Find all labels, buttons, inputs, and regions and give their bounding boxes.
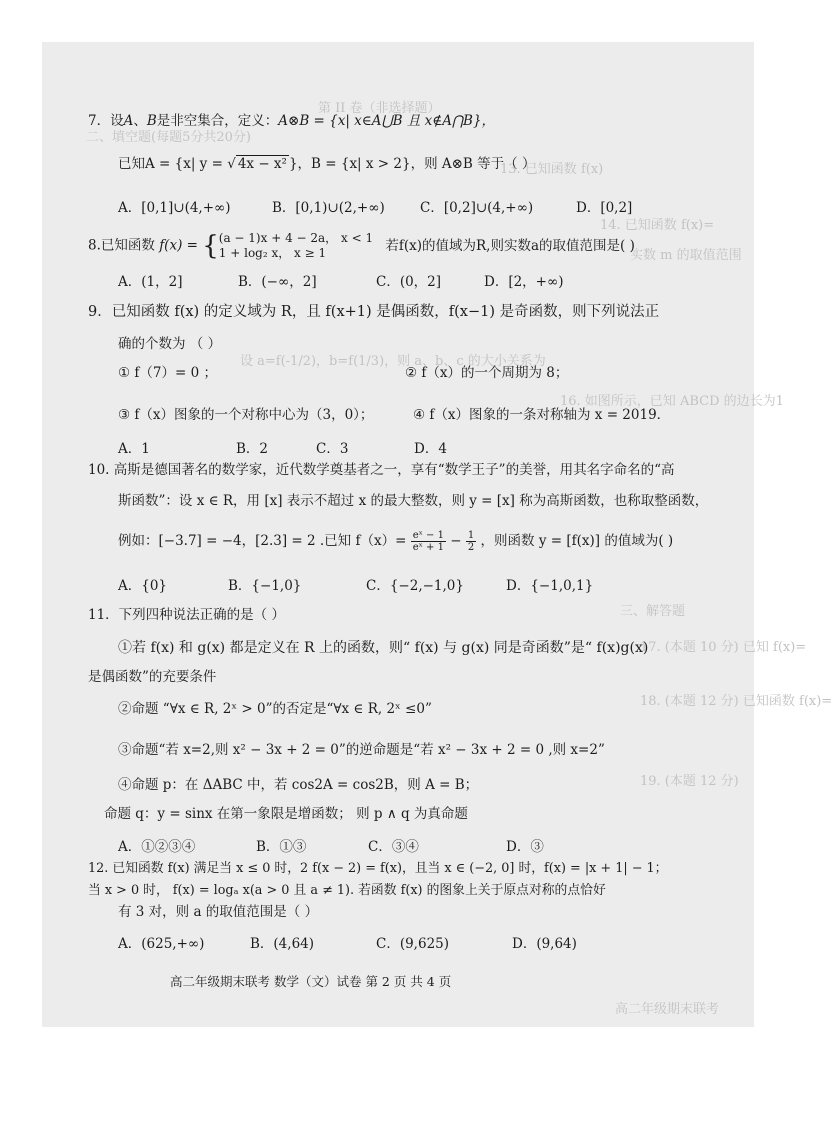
q10-option-d[interactable]: D．{−1,0,1} [506, 578, 594, 594]
bleed-section-title: 第 II 卷（非选择题） [318, 101, 441, 116]
q11-statement-4: ④命题 p：在 ΔABC 中，若 cos2A = cos2B，则 A = B； [118, 777, 479, 793]
bleed-heading3: 三、解答题 [620, 604, 686, 619]
q11-option-a[interactable]: A．①②③④ [118, 839, 196, 855]
page-footer: 高二年级期末联考 数学（文）试卷 第 2 页 共 4 页 [170, 974, 452, 989]
q9-statement-1: ① f（7）= 0 ； [118, 365, 217, 381]
q12-option-b[interactable]: B．(4,64) [250, 936, 315, 952]
q7-option-d[interactable]: D．[0,2] [576, 200, 633, 216]
bleed-q15: 设 a=f(-1/2)，b=f(1/3)，则 a、b、c 的大小关系为 [240, 354, 546, 369]
bleed-q13: 13. 已知函数 f(x) [500, 162, 604, 177]
q8-option-a[interactable]: A．(1，2] [118, 274, 183, 290]
q12-option-d[interactable]: D．(9,64) [512, 936, 577, 952]
q12-option-c[interactable]: C．(9,625) [376, 936, 450, 952]
q11-option-b[interactable]: B．①③ [256, 839, 307, 855]
q10-option-b[interactable]: B．{−1,0} [228, 578, 302, 594]
q9-line2: 确的个数为 （ ） [118, 336, 222, 352]
q11-statement-3: ③命题“若 x=2,则 x² − 3x + 2 = 0”的逆命题是“若 x² − 3x + 2 = 0 ,则 x=2” [118, 742, 605, 758]
q10-option-c[interactable]: C．{−2,−1,0} [366, 578, 464, 594]
q11-option-c[interactable]: C．③④ [368, 839, 419, 855]
q7-option-c[interactable]: C．[0,2]∪(4,+∞) [420, 200, 534, 216]
q10-line2: 斯函数”：设 x ∈ R，用 [x] 表示不超过 x 的最大整数，则 y = [x] 称为高斯函数，也称取整函数， [118, 493, 709, 509]
q9-statement-2: ② f（x）的一个周期为 8； [405, 365, 569, 381]
q7-option-a[interactable]: A．[0,1]∪(4,+∞) [118, 200, 231, 216]
q7-line1: 7．设A、B是非空集合，定义：A⊗B = {x| x∈A⋃B 且 x∉A⋂B}， [88, 113, 496, 129]
q9-option-a[interactable]: A．1 [118, 441, 150, 457]
bleed-q14: 14. 已知函数 f(x)= [600, 218, 715, 233]
q11-option-d[interactable]: D．③ [506, 839, 544, 855]
bleed-q19: 19. (本题 12 分) [640, 774, 739, 789]
q10-option-a[interactable]: A．{0} [118, 578, 168, 594]
bleed-q14b: 实数 m 的取值范围 [630, 248, 742, 263]
q9-option-d[interactable]: D．4 [414, 441, 447, 457]
q8-option-c[interactable]: C．(0，2] [376, 274, 442, 290]
q9-statement-3: ③ f（x）图象的一个对称中心为（3，0）； [118, 407, 374, 423]
q11-statement-1b: 是偶函数”的充要条件 [88, 669, 217, 685]
q12-line2: 当 x > 0 时， f(x) = logₐ x(a > 0 且 a ≠ 1). 若函数 f(x) 的图象上关于原点对称的点恰好 [88, 883, 606, 898]
q12-option-a[interactable]: A．(625,+∞) [118, 936, 205, 952]
q8-line1: 8.已知函数 f(x) = { (a − 1)x + 4 − 2a， x < 1 1 + log₂ x， x ≥ 1 若f(x)的值域为R,则实数a的取值范围是( ) [88, 231, 635, 261]
bleed-footer: 高二年级期末联考 [615, 1002, 720, 1017]
q11-statement-1a: ①若 f(x) 和 g(x) 都是定义在 R 上的函数，则“ f(x) 与 g(x) 同是奇函数”是“ f(x)g(x) [118, 640, 649, 656]
bleed-fill-heading: 二、填空题(每题5分共20分) [86, 130, 251, 145]
q8-option-d[interactable]: D．[2，+∞) [484, 274, 564, 290]
q11-statement-5: 命题 q：y = sinx 在第一象限是增函数； 则 p ∧ q 为真命题 [104, 806, 468, 822]
q10-line1: 10. 高斯是德国著名的数学家，近代数学奠基者之一，享有“数学王子”的美誉，用其名字命名的“高 [88, 462, 675, 478]
bleed-q16: 16. 如图所示，已知 ABCD 的边长为1 [560, 394, 784, 409]
q9-statement-4: ④ f（x）图象的一条对称轴为 x = 2019． [413, 407, 671, 423]
q10-line3: 例如：[−3.7] = −4，[2.3] = 2 .已知 f（x）= $\frac{\text{eˣ − 1}}{\text{eˣ + 1}}$ − $\frac{1}{2}$ ，则函数 y = [f(x)] 的值域为( ) [118, 530, 674, 553]
q11-statement-2: ②命题 “∀x ∈ R, 2ˣ > 0”的否定是“∀x ∈ R, 2ˣ ≤0” [118, 701, 432, 717]
q11-line1: 11．下列四种说法正确的是（ ） [88, 607, 285, 623]
q9-option-b[interactable]: B．2 [236, 441, 269, 457]
bleed-q17: 17. (本题 10 分) 已知 f(x)= [640, 640, 807, 655]
q12-line3: 有 3 对，则 a 的取值范围是（ ） [118, 904, 319, 920]
q9-line1: 9．已知函数 f(x) 的定义域为 R，且 f(x+1) 是偶函数，f(x−1) 是奇函数，则下列说法正 [88, 304, 660, 320]
bleed-q18: 18. (本题 12 分) 已知函数 f(x)= [640, 694, 832, 709]
q9-option-c[interactable]: C．3 [316, 441, 349, 457]
q7-line2: 已知A = {x| y = √ 4x − x² }，B = {x| x > 2}，则 A⊗B 等于（ ） [118, 156, 536, 172]
q12-line1: 12. 已知函数 f(x) 满足当 x ≤ 0 时，2 f(x − 2) = f(x)，且当 x ∈ (−2, 0] 时，f(x) = |x + 1| − 1； [88, 861, 668, 876]
q7-option-b[interactable]: B．[0,1)∪(2,+∞) [272, 200, 385, 216]
q8-option-b[interactable]: B．(−∞，2] [238, 274, 317, 290]
